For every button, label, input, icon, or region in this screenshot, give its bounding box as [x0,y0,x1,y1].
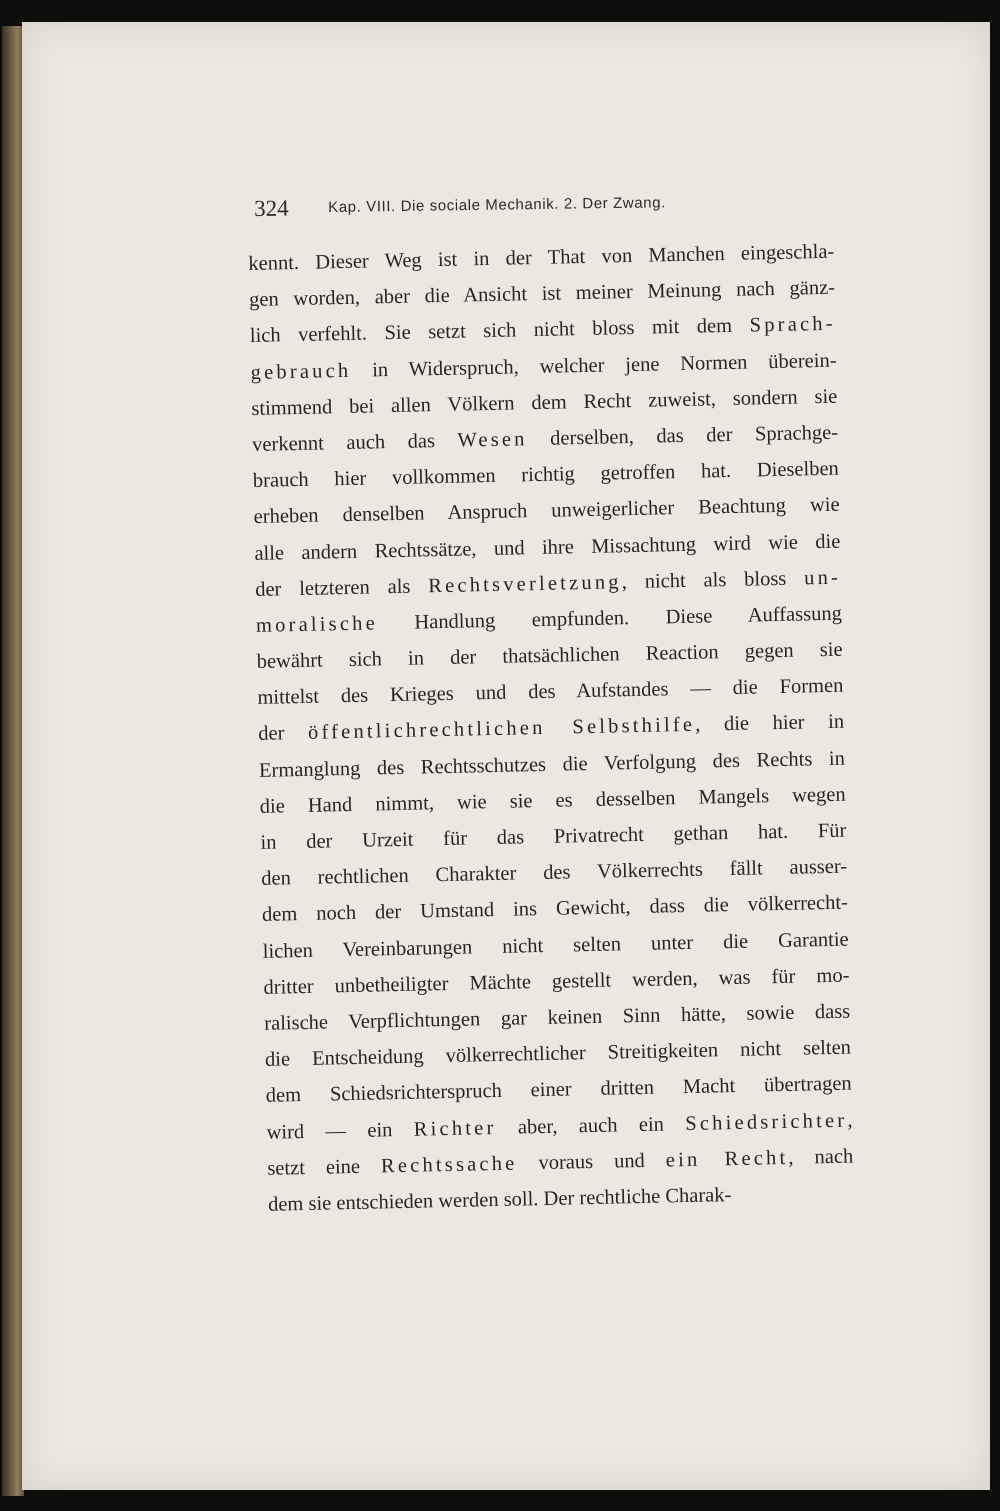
text-segment: stimmend bei allen Völkern dem Recht zuweist, sondern sie [251,385,838,420]
text-segment: Ermanglung des Rechtsschutzes die Verfolgung des Rechts in [258,747,846,782]
text-segment: der [257,722,309,746]
spaced-emphasis-text: Schiedsrichter [685,1109,848,1135]
text-segment: dritter unbetheiligter Mächte gestellt werden, was für mo- [263,964,850,999]
text-segment: lichen Vereinbarungen nicht selten unter die Garantie [262,928,849,963]
text-segment: verkennt auch das [251,429,458,456]
spaced-emphasis-text: un- [803,566,842,590]
text-segment: den rechtlichen Charakter des Völkerrechts fällt ausser- [261,855,848,891]
text-segment: in Widerspruch, welcher jene Normen überein- [351,349,837,382]
text-segment: , [847,1109,853,1132]
spaced-emphasis-text: Wesen [457,428,528,452]
text-segment: dem noch der Umstand ins Gewicht, dass die völkerrecht- [261,891,849,927]
spaced-emphasis-text: Sprach- [749,313,836,337]
text-segment: die Hand nimmt, wie sie es desselben Mangels wegen [259,783,846,818]
text-segment: dem sie entschieden werden soll. Der rechtliche Charak- [267,1183,732,1216]
spaced-emphasis-text: moralische [255,612,379,637]
text-segment: derselben, das der Sprachge- [527,421,839,451]
spaced-emphasis-text: Rechtsverletzung [428,570,622,597]
text-segment: kennt. Dieser Weg ist in der That von Manchen eingeschla- [248,240,835,275]
text-segment: , nicht als bloss [621,567,805,593]
text-segment: voraus und [517,1149,667,1175]
page-number: 324 [254,195,289,221]
spaced-emphasis-text: ein Recht [665,1146,789,1172]
text-segment: erheben denselben Anspruch unweigerlicher Beachtung wie [253,493,840,529]
body-text [248,234,854,1223]
text-segment: die Entscheidung völkerrechtlicher Streitigkeiten nicht selten [264,1036,852,1071]
text-segment: , die hier in [695,711,845,737]
spaced-emphasis-text: Rechtssache [380,1152,518,1178]
text-segment: in der Urzeit für das Privatrecht gethan hat. Für [260,819,847,854]
text-segment: brauch hier vollkommen richtig getroffen hat. Dieselben [252,457,840,493]
text-segment: Handlung empfunden. Diese Auffassung [377,602,843,635]
text-segment: setzt eine [267,1155,382,1180]
text-segment: gen worden, aber die Ansicht ist meiner Meinung nach gänz- [248,276,836,312]
text-segment: ralische Verpflichtungen gar keinen Sinn hätte, sowie dass [264,1000,851,1035]
spaced-emphasis-text: öffentlichrechtlichen Selbsthilfe [307,714,696,745]
spaced-emphasis-text: Richter [413,1116,497,1141]
spaced-emphasis-text: gebrauch [250,359,352,384]
text-segment: wird — ein [266,1118,414,1144]
text-segment: mittelst des Krieges und des Aufstandes — die Formen [257,674,844,710]
text-segment: der letzteren als [254,574,429,601]
text-segment: lich verfehlt. Sie setzt sich nicht bloss mit dem [249,314,750,348]
text-segment: bewährt sich in der thatsächlichen Reaction gegen sie [256,638,843,673]
text-segment: , nach [788,1145,854,1169]
text-segment: aber, auch ein [496,1112,686,1139]
book-page-edge [2,26,24,1496]
text-segment: alle andern Rechtssätze, und ihre Missachtung wird wie die [254,530,841,565]
text-segment: dem Schiedsrichterspruch einer dritten Macht übertragen [265,1072,852,1108]
running-head-title: Kap. VIII. Die sociale Mechanik. 2. Der Zwang. [328,194,667,216]
